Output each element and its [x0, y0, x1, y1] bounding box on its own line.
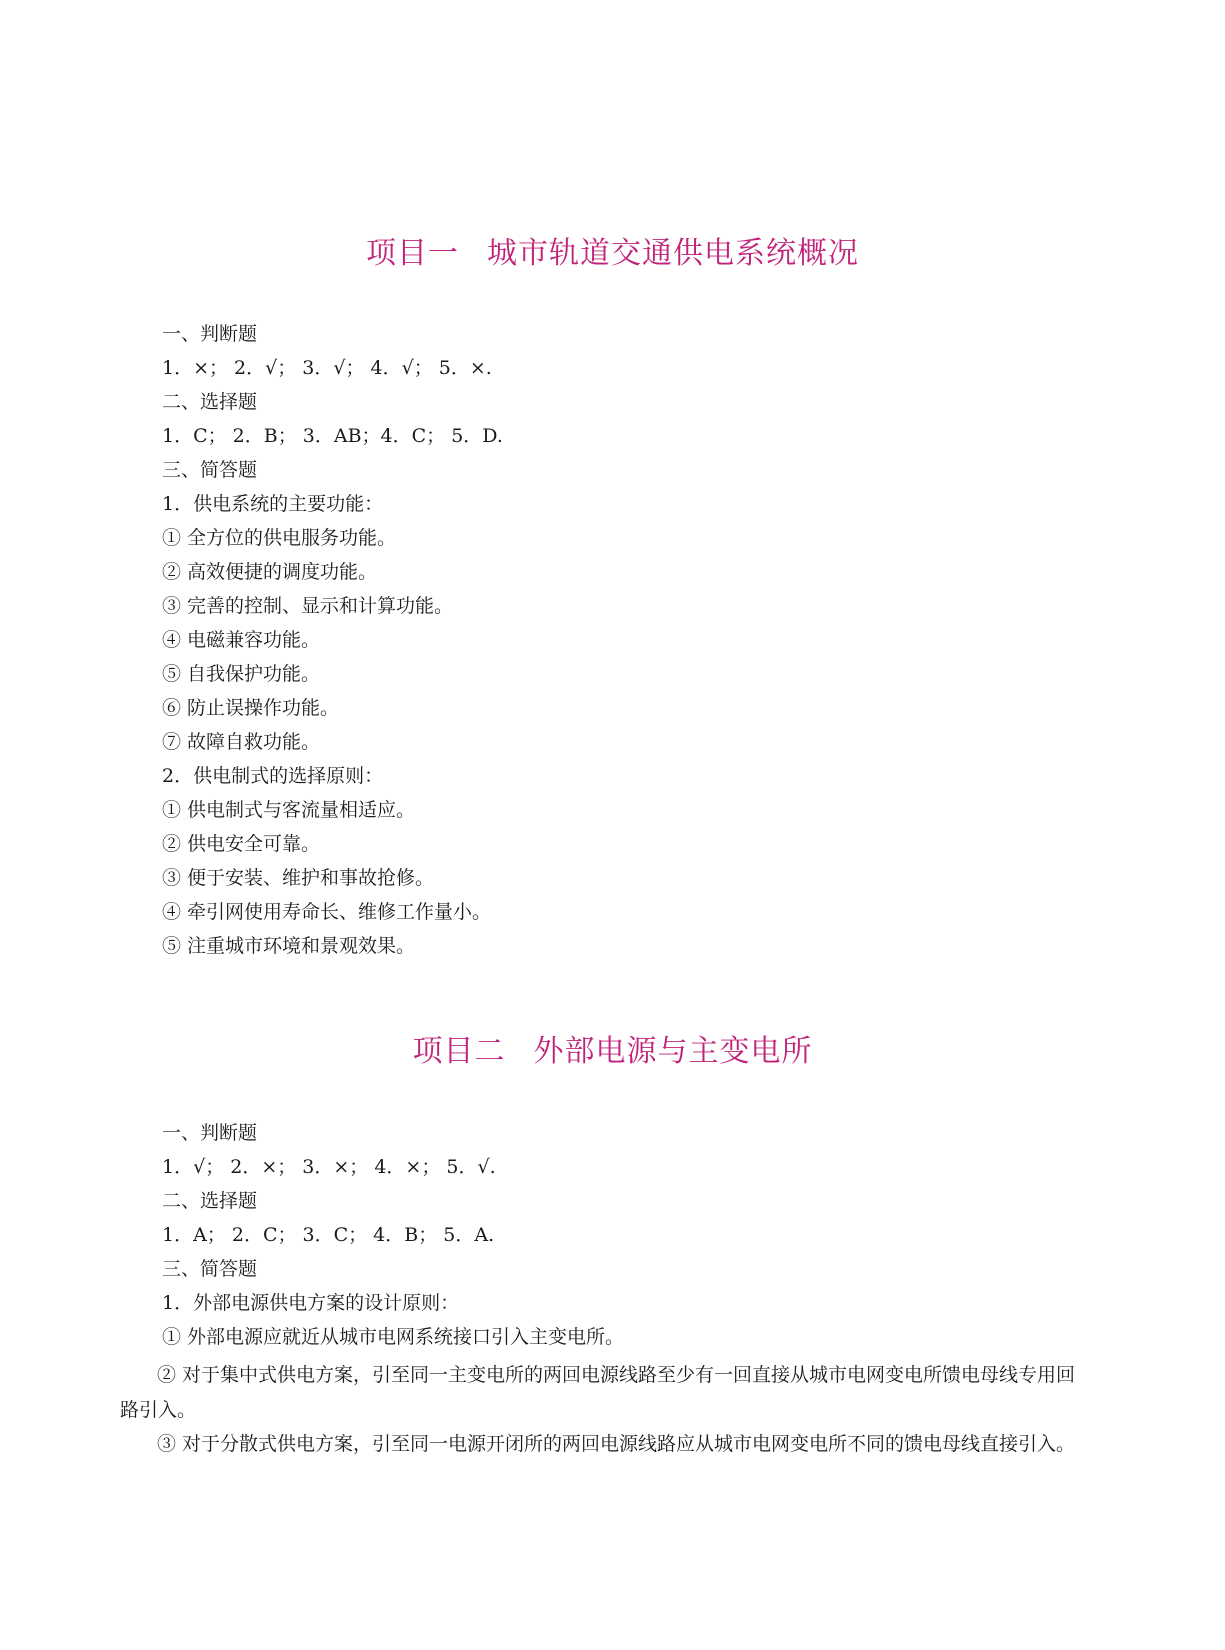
- list-paragraph: ③ 对于分散式供电方案，引至同一电源开闭所的两回电源线路应从城市电网变电所不同的馈电母线直接引入。: [157, 1433, 1076, 1455]
- question-line: 2．供电制式的选择原则：: [162, 765, 384, 787]
- project2-title: [0, 1026, 1225, 1070]
- list-item: ③ 完善的控制、显示和计算功能。: [162, 595, 454, 617]
- list-item: ⑤ 自我保护功能。: [162, 663, 321, 685]
- project2-title-text: 外部电源与主变电所: [533, 1034, 813, 1069]
- list-item: ① 全方位的供电服务功能。: [162, 527, 397, 549]
- list-item: ⑦ 故障自救功能。: [162, 731, 321, 753]
- project2-title-number: 项目二: [412, 1034, 506, 1069]
- question-line: 1．外部电源供电方案的设计原则：: [162, 1292, 460, 1314]
- project1-title: [0, 228, 1225, 272]
- list-item: ⑤ 注重城市环境和景观效果。: [162, 935, 416, 957]
- section-heading: 二、选择题: [162, 391, 258, 413]
- answer-line: 1．√； 2．×； 3．×； 4．×； 5．√.: [162, 1156, 496, 1178]
- section-heading: 三、简答题: [162, 459, 258, 481]
- section-heading: 一、判断题: [162, 1122, 258, 1144]
- list-item: ① 供电制式与客流量相适应。: [162, 799, 416, 821]
- list-item: ④ 牵引网使用寿命长、维修工作量小。: [162, 901, 492, 923]
- section-heading: 三、简答题: [162, 1258, 258, 1280]
- answer-line: 1．×； 2．√； 3．√； 4．√； 5．×.: [162, 357, 492, 379]
- list-item: ③ 便于安装、维护和事故抢修。: [162, 867, 435, 889]
- section-heading: 二、选择题: [162, 1190, 258, 1212]
- list-item: ⑥ 防止误操作功能。: [162, 697, 340, 719]
- list-item: ② 高效便捷的调度功能。: [162, 561, 378, 583]
- answer-line: 1．A； 2．C； 3．C； 4．B； 5．A.: [162, 1224, 495, 1246]
- list-item: ④ 电磁兼容功能。: [162, 629, 321, 651]
- list-item: ① 外部电源应就近从城市电网系统接口引入主变电所。: [162, 1326, 625, 1348]
- list-item: ② 供电安全可靠。: [162, 833, 321, 855]
- answer-line: 1．C； 2．B； 3．AB；4．C； 5．D.: [162, 425, 503, 447]
- project1-title-text: 城市轨道交通供电系统概况: [487, 236, 859, 271]
- section-heading: 一、判断题: [162, 323, 258, 345]
- question-line: 1．供电系统的主要功能：: [162, 493, 384, 515]
- list-paragraph: ② 对于集中式供电方案，引至同一主变电所的两回电源线路至少有一回直接从城市电网变电所馈电母线专用回路引入。: [120, 1364, 1076, 1421]
- project1-title-number: 项目一: [366, 236, 459, 271]
